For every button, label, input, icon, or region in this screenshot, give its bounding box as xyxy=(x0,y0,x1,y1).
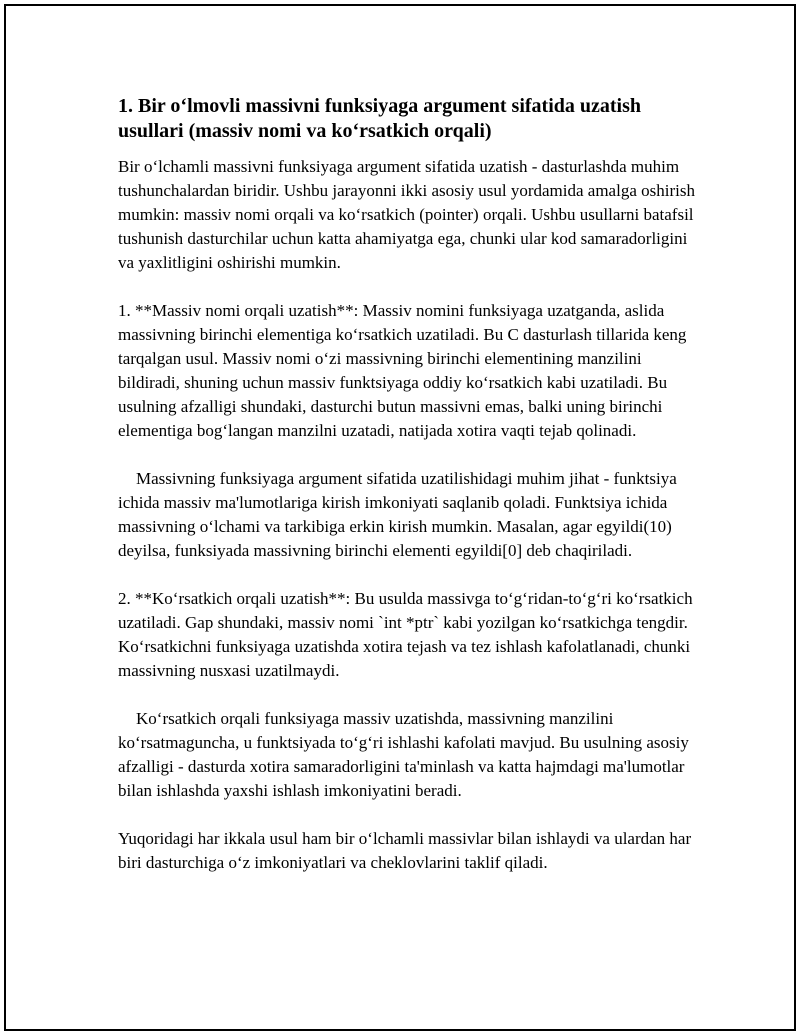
paragraph-conclusion: Yuqoridagi har ikkala usul ham bir o‘lchamli massivlar bilan ishlaydi va ulardan har biri dasturchiga o‘z imkoniyatlari va cheklovlarini taklif qiladi. xyxy=(118,829,692,872)
section-heading: 1. Bir o‘lmovli massivni funksiyaga argument sifatida uzatish usullari (massiv nomi va ko‘rsatkich orqali) xyxy=(118,95,642,142)
paragraph-method-2-detail: Ko‘rsatkich orqali funksiyaga massiv uzatishda, massivning manzilini ko‘rsatmaguncha, u funktsiyada to‘g‘ri ishlashi kafolati mavjud. Bu usulning asosiy afzalligi - dasturda xotira samaradorligini ta'minlash va katta hajmdagi ma'lumotlar bilan ishlashda yaxshi ishlash imkoniyatini beradi. xyxy=(118,709,689,800)
paragraph-method-1: 1. **Massiv nomi orqali uzatish**: Massiv nomini funksiyaga uzatganda, aslida massivning birinchi elementiga ko‘rsatkich uzatiladi. Bu C dasturlash tillarida keng tarqalgan usul. Massiv nomi o‘zi massivning birinchi elementining manzilini bildiradi, shuning uchun massiv funktsiyaga oddiy ko‘rsatkich kabi uzatiladi. Bu usulning afzalligi shundaki, dasturchi butun massivni emas, balki uning birinchi elementiga bog‘langan manzilni uzatadi, natijada xotira vaqti tejab qolinadi. xyxy=(118,301,687,440)
paragraph-method-2: 2. **Ko‘rsatkich orqali uzatish**: Bu usulda massivga to‘g‘ridan-to‘g‘ri ko‘rsatkich uzatiladi. Gap shundaki, massiv nomi `int *ptr` kabi yozilgan ko‘rsatkichga tengdir. Ko‘rsatkichni funksiyaga uzatishda xotira tejash va tez ishlash kafolatlanadi, chunki massivning nusxasi uzatilmaydi. xyxy=(118,589,693,680)
document-body xyxy=(118,94,698,875)
paragraph-method-1-detail: Massivning funksiyaga argument sifatida uzatilishidagi muhim jihat - funktsiya ichida massiv ma'lumotlariga kirish imkoniyati saqlanib qoladi. Funktsiya ichida massivning o‘lchami va tarkibiga erkin kirish mumkin. Masalan, agar egyildi(10) deyilsa, funksiyada massivning birinchi elementi egyildi[0] deb chaqiriladi. xyxy=(118,469,677,560)
paragraph-intro: Bir o‘lchamli massivni funksiyaga argument sifatida uzatish - dasturlashda muhim tushunchalardan biridir. Ushbu jarayonni ikki asosiy usul yordamida amalga oshirish mumkin: massiv nomi orqali va ko‘rsatkich (pointer) orqali. Ushbu usullarni batafsil tushunish dasturchilar uchun katta ahamiyatga ega, chunki ular kod samaradorligini va yaxlitligini oshirishi mumkin. xyxy=(118,157,695,272)
